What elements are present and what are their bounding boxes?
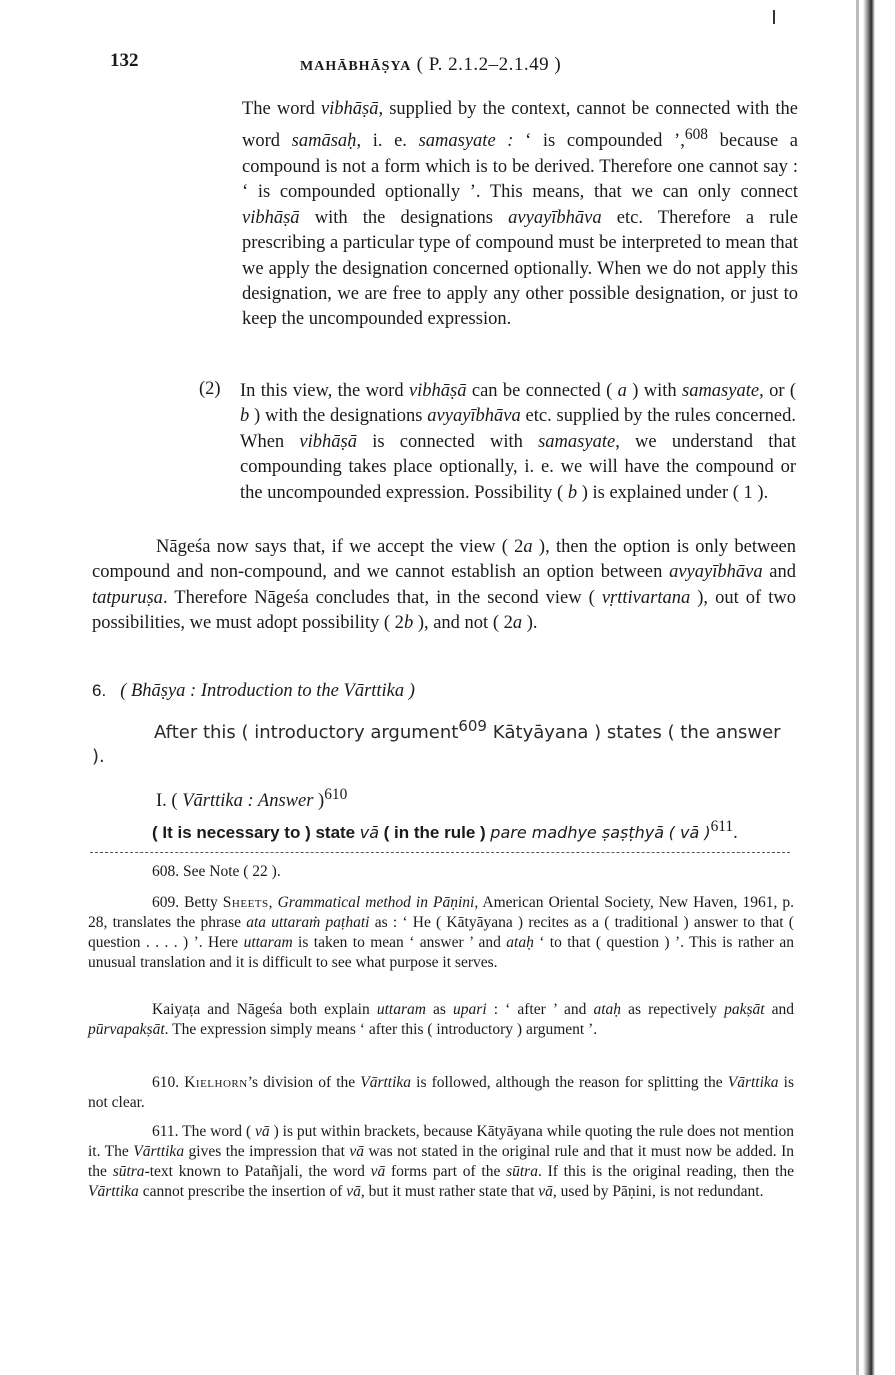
text-run: ), and not ( 2 bbox=[413, 613, 513, 634]
section-title: ( Bhāṣya : Introduction to the Vārttika ) bbox=[120, 681, 415, 701]
varttika-mid: ( in the rule ) bbox=[383, 823, 486, 843]
italic-run: b bbox=[403, 613, 414, 634]
text-run: After this ( introductory argument bbox=[154, 722, 459, 743]
text-run: 610. bbox=[152, 1074, 185, 1091]
footnote-608 bbox=[88, 862, 794, 882]
text-run: with the designations bbox=[299, 207, 509, 228]
italic-run: ataḥ bbox=[506, 934, 534, 951]
footnote-609-continuation bbox=[88, 1000, 794, 1040]
small-caps-run: Sheets bbox=[222, 894, 269, 911]
text-run: Kaiyaṭa and Nāgeśa both explain bbox=[152, 1001, 377, 1018]
italic-run: a bbox=[617, 381, 627, 401]
varttika-end: . bbox=[733, 823, 738, 844]
paragraph-2-number: (2) bbox=[199, 379, 221, 399]
varttika-heading bbox=[156, 786, 347, 812]
text-run: cannot prescribe the insertion of bbox=[138, 1183, 347, 1200]
text-run: ) bbox=[313, 791, 325, 812]
italic-run: sūtra bbox=[506, 1163, 538, 1180]
page-edge-line bbox=[856, 0, 859, 1375]
italic-run: ata uttaraṁ paṭhati bbox=[246, 914, 370, 931]
text-run: was not stated in the original rule and that it must now be added. In the bbox=[88, 1143, 794, 1180]
text-run: , supplied by the context, cannot be connected with the word bbox=[242, 99, 798, 152]
italic-run: Vārttika bbox=[360, 1074, 412, 1091]
text-run: as repectively bbox=[621, 1001, 725, 1018]
text-run: . If this is the original reading, then the bbox=[537, 1163, 794, 1180]
italic-run: samasyate bbox=[682, 381, 760, 401]
text-run: ), then the option is only between compound and non-compound, and we cannot establish an option between bbox=[92, 537, 796, 583]
paragraph-3 bbox=[92, 535, 796, 637]
running-head-title: MAHĀBHĀṢYA bbox=[300, 59, 412, 74]
small-caps-run: Kielhorn bbox=[184, 1074, 248, 1091]
text-run: etc. supplied by the rules concerned. When bbox=[240, 406, 796, 452]
text-run: because a compound is not a form which is to be derived. Therefore one cannot say : ‘ is compounded optionally ’. This means, that we can only connect bbox=[242, 131, 798, 203]
text-run: is followed, although the reason for splitting the bbox=[411, 1074, 728, 1091]
paragraph-2 bbox=[240, 379, 796, 506]
italic-run: uttaram bbox=[376, 1001, 426, 1018]
text-run: ) is put within brackets, because Kātyāyana while quoting the rule does not mention it. The bbox=[88, 1123, 794, 1160]
text-run: : ‘ after ’ and bbox=[486, 1001, 594, 1018]
text-run: 611. The word ( bbox=[152, 1123, 256, 1140]
italic-run: tatpuruṣa bbox=[92, 587, 163, 608]
italic-run: vibhāṣā bbox=[408, 381, 467, 401]
varttika-va: vā bbox=[359, 823, 380, 843]
text-run: and bbox=[764, 1001, 795, 1018]
text-run: -text known to Patañjali, the word bbox=[144, 1163, 371, 1180]
italic-run: a bbox=[512, 613, 523, 634]
text-run: is not clear. bbox=[88, 1074, 795, 1111]
running-head bbox=[300, 54, 561, 76]
varttika-pre: ( It is necessary to ) state bbox=[152, 823, 356, 843]
text-run: , we understand that compounding takes place optionally, i. e. we will have the compound or the uncompounded expression. Possibility ( bbox=[240, 431, 796, 503]
text-run: , used by Pāṇini, is not redundant. bbox=[552, 1183, 764, 1200]
italic-run: upari bbox=[453, 1001, 487, 1018]
text-run: ‘ to that ( question ) ’. This is rather an unusual translation and it is difficult to see what purpose it serves. bbox=[88, 934, 794, 971]
text-run: The word bbox=[242, 99, 321, 119]
text-run: and bbox=[762, 562, 796, 583]
italic-run: samasyate : bbox=[418, 131, 514, 152]
text-run: In this view, the word bbox=[240, 381, 409, 401]
text-run: ) is explained under ( 1 ). bbox=[577, 482, 769, 503]
section-6-heading bbox=[92, 681, 415, 702]
italic-run: pakṣāt bbox=[724, 1001, 765, 1018]
footnote-611 bbox=[88, 1122, 794, 1202]
footnote-ref-611: 611 bbox=[710, 818, 734, 835]
scan-speck bbox=[773, 10, 775, 24]
italic-run: vā bbox=[370, 1163, 386, 1180]
text-run: 608. See Note ( 22 ). bbox=[152, 863, 281, 880]
italic-run: Vārttika bbox=[727, 1074, 779, 1091]
text-run: . Therefore Nāgeśa concludes that, in the second view ( bbox=[162, 587, 602, 608]
text-run: , American Oriental Society, New Haven, 1961, p. 28, translates the phrase bbox=[88, 894, 794, 931]
footnote-608-text bbox=[152, 863, 281, 880]
italic-run: Vārttika : Answer bbox=[182, 791, 314, 812]
text-run: ), out of two possibilities, we must adopt possibility ( 2 bbox=[92, 587, 796, 634]
footnote-609 bbox=[88, 893, 794, 973]
footnote-ref: 610 bbox=[324, 786, 348, 803]
text-run: I. ( bbox=[156, 791, 183, 812]
text-run: ) with bbox=[626, 381, 682, 401]
italic-run: Vārttika bbox=[133, 1143, 185, 1160]
text-run: as : ‘ He ( Kātyāyana ) recites as a ( traditional ) answer to that ( question . . . . ) ’. Here bbox=[88, 914, 794, 951]
varttika-paren: ( vā ) bbox=[668, 823, 711, 843]
footnote-ref: 609 bbox=[458, 717, 487, 735]
italic-run: uttaram bbox=[243, 934, 293, 951]
text-run: , i. e. bbox=[356, 131, 419, 152]
text-run: ). bbox=[522, 613, 538, 634]
paragraph-1 bbox=[242, 97, 798, 333]
italic-run: pūrvapakṣāt bbox=[88, 1021, 165, 1038]
italic-run: sūtra bbox=[112, 1163, 145, 1180]
text-run: is taken to mean ‘ answer ’ and bbox=[292, 934, 507, 951]
italic-run: Vārttika bbox=[88, 1183, 139, 1200]
text-run: Kātyāyana ) states ( the answer ). bbox=[92, 722, 781, 767]
italic-run: vā bbox=[255, 1123, 270, 1140]
footnote-609-text bbox=[88, 894, 794, 971]
footnote-ref: 608 bbox=[684, 126, 708, 144]
text-run: . The expression simply means ‘ after this ( introductory ) argument ’. bbox=[164, 1021, 598, 1038]
italic-run: Grammatical method in Pāṇini bbox=[277, 894, 475, 911]
footnote-610 bbox=[88, 1073, 794, 1113]
italic-run: ataḥ bbox=[593, 1001, 622, 1018]
page-binding-shadow bbox=[863, 0, 875, 1375]
text-run: etc. Therefore a rule prescribing a particular type of compound must be interpreted to mean that we apply the designation concerned optionally. When we do not apply this designation, we are free to apply any other possible designation, or just to keep the uncompounded expression. bbox=[242, 207, 798, 330]
italic-run: vṛttivartana bbox=[601, 587, 691, 608]
running-head-range: ( P. 2.1.2–2.1.49 ) bbox=[416, 54, 562, 75]
footnote-609b-text bbox=[88, 1001, 794, 1038]
italic-run: vibhāṣā bbox=[299, 431, 357, 452]
text-run: can be connected ( bbox=[466, 381, 618, 401]
intro-paragraph bbox=[92, 714, 796, 769]
italic-run: b bbox=[567, 482, 578, 503]
section-number: 6. bbox=[92, 681, 107, 700]
italic-run: a bbox=[523, 537, 533, 557]
italic-run: b bbox=[240, 406, 250, 427]
text-run: , but it must rather state that bbox=[360, 1183, 539, 1200]
footnote-611-text bbox=[88, 1123, 794, 1200]
italic-run: samāsaḥ bbox=[291, 131, 357, 152]
varttika-rule: pare madhye ṣaṣṭhyā bbox=[490, 823, 665, 843]
text-run: gives the impression that bbox=[184, 1143, 350, 1160]
italic-run: samasyate bbox=[538, 431, 616, 452]
italic-run: vā bbox=[538, 1183, 553, 1200]
italic-run: vā bbox=[349, 1143, 365, 1160]
italic-run: avyayībhāva bbox=[508, 207, 602, 228]
italic-run: avyayībhāva bbox=[669, 562, 763, 583]
italic-run: vibhāṣā bbox=[242, 207, 300, 228]
page-number: 132 bbox=[110, 50, 139, 71]
text-run: ’s division of the bbox=[247, 1074, 361, 1091]
text-run: ‘ is compounded ’, bbox=[513, 131, 685, 152]
text-run: , bbox=[268, 894, 278, 911]
italic-run: avyayībhāva bbox=[427, 406, 521, 427]
footnote-rule bbox=[90, 852, 790, 853]
text-run: 609. Betty bbox=[152, 894, 223, 911]
text-run: is connected with bbox=[356, 431, 539, 452]
text-run: ) with the designations bbox=[249, 406, 428, 427]
text-run: Nāgeśa now says that, if we accept the view ( 2 bbox=[156, 537, 524, 557]
italic-run: vibhāṣā bbox=[320, 99, 379, 119]
text-run: as bbox=[425, 1001, 454, 1018]
footnote-610-text bbox=[88, 1074, 794, 1111]
varttika-text bbox=[152, 818, 738, 844]
text-run: forms part of the bbox=[385, 1163, 507, 1180]
italic-run: vā bbox=[346, 1183, 361, 1200]
text-run: , or ( bbox=[759, 381, 796, 401]
